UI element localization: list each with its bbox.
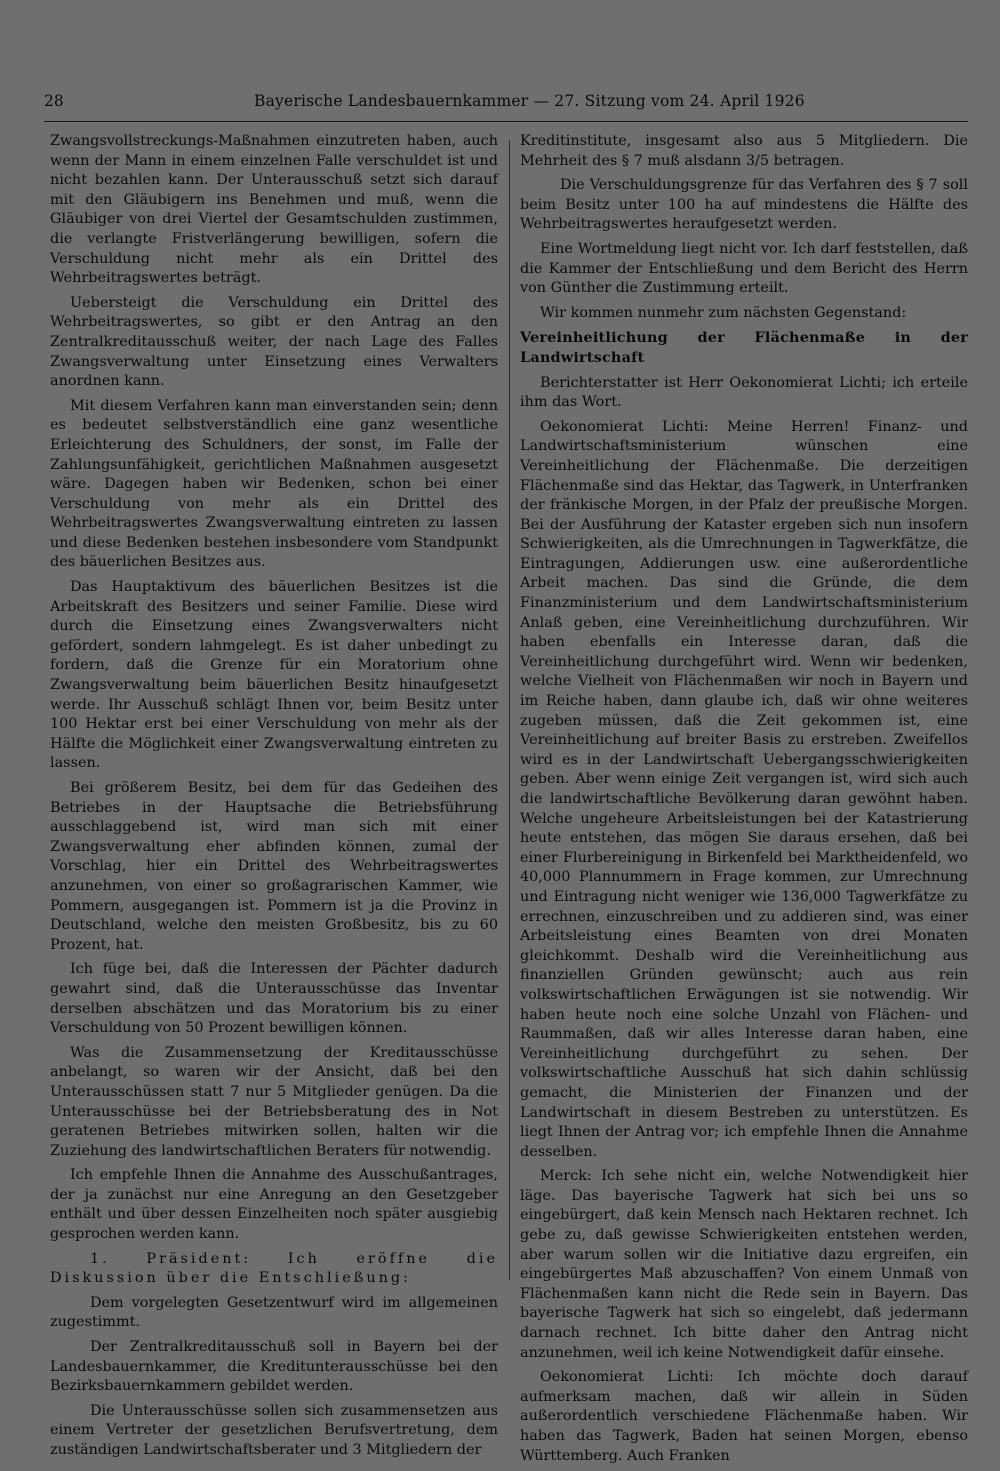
speech-lichti: Oekonomierat Lichti: Meine Herren! Finanz- und Landwirtschaftsministerium wünschen eine Vereinheitlichung der Flächenmaße. Die derzeitigen Flächenmaße sind das Hektar, das Tagwerk, in Unterfranken der fränkische Morgen, in der Pfalz der preußische Morgen. Bei der Ausführung der Kataster ergeben sich nun insofern Schwierigkeiten, als die Umrechnungen in Tagwerkfätze, die Eintragungen, Addierungen usw. eine außerordentliche Arbeit machen. Das sind die Gründe, die dem Finanzministerium und dem Landwirtschaftsministerium Anlaß geben, eine Vereinheitlichung durchzuführen. Wir haben ebenfalls ein Interesse daran, daß die Vereinheitlichung durchgeführt wird. Wenn wir bedenken, welche Vielheit von Flächenmaßen wir noch in Bayern und im Reiche haben, dann glaube ich, daß wir ohne weiteres zugeben müssen, daß die Zeit gekommen ist, eine Vereinheitlichung auf breiter Basis zu erstreben. Zweifellos wird es in der Landwirtschaft Uebergangsschwierigkeiten geben. Aber wenn einige Zeit vergangen ist, wird sich auch die landwirtschaftliche Bevölkerung daran gewöhnt haben. Welche ungeheure Arbeitsleistungen bei der Katastrierung heute entstehen, das mögen Sie daraus ersehen, daß bei einer Flurbereinigung in Birkenfeld bei Marktheidenfeld, wo 40,000 Plannummern in Frage kommen, zur Umrechnung und Eintragung nicht weniger wie 136,000 Tagwerkfätze zu errechnen, einzuschreiben und zu addieren sind, was einer Arbeitsleistung eines Beamten von drei Monaten gleichkommt. Deshalb wird die Vereinheitlichung aus finanziellen Gründen gewünscht; auch aus rein volkswirtschaftlichen Erwägungen ist sie notwendig. Wir haben heute noch eine solche Unzahl von Flächen- und Raummaßen, daß wir alles Interesse daran haben, eine Vereinheitlichung durchgeführt zu sehen. Der volkswirtschaftliche Ausschuß hat sich dahin schlüssig gemacht, die Ministerien der Finanzen und der Landwirtschaft in diesem Bestreben zu unterstützen. Es liegt Ihnen der Antrag vor; ich empfehle Ihnen die Annahme desselben.: [520, 418, 968, 1160]
resolution-paragraph: Die Unterausschüsse sollen sich zusammensetzen aus einem Vertreter der gesetzlichen Berufsvertretung, dem zuständigen Landwirtschaftsberater und 3 Mitgliedern der: [50, 1402, 498, 1458]
speech-merck: Merck: Ich sehe nicht ein, welche Notwendigkeit hier läge. Das bayerische Tagwerk hat sich bei uns so eingebürgert, daß kein Mensch nach Hektaren rechnet. Ich gebe zu, daß gewisse Schwierigkeiten entstehen werden, aber warum sollen wir die Initiative dazu ergreifen, ein eingebürgertes Maß abzuschaffen? Von einem Unmaß von Flächenmaßen kann nicht die Rede sein in Bayern. Das bayerische Tagwerk hat sich so eingelebt, daß jedermann darnach rechnet. Ich bitte daher den Antrag nicht anzunehmen, weil ich keine Notwendigkeit dafür einsehe.: [520, 1168, 968, 1361]
resolution-paragraph: Dem vorgelegten Gesetzentwurf wird im allgemeinen zugestimmt.: [50, 1294, 498, 1331]
paragraph: Ich füge bei, daß die Interessen der Pächter dadurch gewahrt sind, daß die Unterausschüsse das Inventar derselben abschätzen und das Moratorium bis zu einer Verschuldung von 50 Prozent bewilligen können.: [50, 961, 498, 1037]
paragraph: Das Hauptaktivum des bäuerlichen Besitzes ist die Arbeitskraft des Besitzers und seiner Familie. Diese wird durch die Einsetzung eines Zwangsverwalters nicht gefördert, sondern lahmgelegt. Es ist daher unbedingt zu fordern, daß die Grenze für ein Moratorium ohne Zwangsverwaltung beim bäuerlichen Besitz hinaufgesetzt werde. Ihr Ausschuß schlägt Ihnen vor, beim Besitz unter 100 Hektar erst bei einer Verschuldung von mehr als der Hälfte die Möglichkeit einer Zwangsverwaltung eintreten zu lassen.: [50, 579, 498, 772]
running-head: Bayerische Landesbauernkammer — 27. Sitzung vom 24. April 1926: [254, 92, 805, 110]
right-column: [520, 132, 968, 1471]
paragraph: Wir kommen nunmehr zum nächsten Gegenstand:: [540, 304, 907, 321]
speech-lichti: Oekonomierat Lichti: Ich möchte doch darauf aufmerksam machen, daß wir allein in Süden außerordentlich verschiedene Flächenmaße haben. Wir haben das Tagwerk, Baden hat seinen Morgen, ebenso Württemberg. Auch Franken: [520, 1369, 968, 1464]
resolution-paragraph: Die Verschuldungsgrenze für das Verfahren des § 7 soll beim Besitz unter 100 ha auf mindestens die Hälfte des Wehrbeitragswertes heraufgesetzt werden.: [520, 177, 968, 233]
paragraph: Uebersteigt die Verschuldung ein Drittel des Wehrbeitragswertes, so gibt er den Antrag an den Zentralkreditausschuß weiter, der nach Lage des Falles Zwangsverwaltung unter Einsetzung eines Verwalters anordnen kann.: [50, 294, 498, 390]
paragraph: Ich empfehle Ihnen die Annahme des Ausschußantrages, der ja zunächst nur eine Anregung an den Gesetzgeber enthält und über dessen Einzelheiten noch später ausgiebig gesprochen werden kann.: [50, 1167, 498, 1243]
paragraph: Bei größerem Besitz, bei dem für das Gedeihen des Betriebes in der Hauptsache die Betriebsführung ausschlaggebend ist, wird man sich mit einer Zwangsverwaltung eher abfinden können, zumal der Vorschlag, hier ein Drittel des Wehrbeitragswertes anzunehmen, von einer so großagrarischen Kammer, wie Pommern, ausgegangen ist. Pommern ist ja die Provinz in Deutschland, welche den meisten Großbesitz, bis zu 60 Prozent, hat.: [50, 780, 498, 953]
paragraph: Zwangsvollstreckungs-Maßnahmen einzutreten haben, auch wenn der Mann in einem einzelnen Falle verschuldet ist und nicht bezahlen kann. Der Unterausschuß setzt sich darauf mit den Gläubigern ins Benehmen und muß, wenn die Gläubiger von drei Viertel der Gesamtschulden zustimmen, die verlangte Fristverlängerung bewilligen, sofern die Verschuldung nicht mehr als ein Drittel des Wehrbeitragswertes beträgt.: [50, 133, 498, 287]
page-header: [44, 92, 968, 114]
resolution-paragraph: Der Zentralkreditausschuß soll in Bayern bei der Landesbauernkammer, die Kreditunterausschüsse bei den Bezirksbauernkammern gebildet werden.: [50, 1339, 498, 1395]
page-number: 28: [44, 92, 64, 110]
column-divider: [509, 140, 510, 1280]
paragraph: Mit diesem Verfahren kann man einverstanden sein; denn es bedeutet selbstverständlich eine ganz wesentliche Erleichterung des Schuldners, der sonst, im Falle der Zahlungsunfähigkeit, gerichtlichen Maßnahmen ausgesetzt wäre. Dagegen haben wir Bedenken, schon bei einer Verschuldung von mehr als ein Drittel des Wehrbeitragswertes Zwangsverwaltung eintreten zu lassen und diese Bedenken bestehen insbesondere vom Standpunkt des bäuerlichen Besitzes aus.: [50, 397, 498, 571]
resolution-paragraph: Kreditinstitute, insgesamt also aus 5 Mitgliedern. Die Mehrheit des § 7 muß alsdann 3/5 betragen.: [520, 133, 968, 169]
left-column: [50, 132, 498, 1466]
president-speech: 1. Präsident: Ich eröffne die Diskussion über die Entschließung:: [50, 1250, 498, 1287]
paragraph: Eine Wortmeldung liegt nicht vor. Ich darf feststellen, daß die Kammer der Entschließung und dem Bericht des Herrn von Günther die Zustimmung erteilt.: [520, 240, 968, 297]
header-rule: [44, 121, 968, 122]
section-heading: Vereinheitlichung der Flächenmaße in der Landwirtschaft: [520, 329, 968, 366]
paragraph: Berichterstatter ist Herr Oekonomierat Lichti; ich erteile ihm das Wort.: [520, 374, 968, 411]
paragraph: Was die Zusammensetzung der Kreditausschüsse anbelangt, so waren wir der Ansicht, daß bei den Unterausschüssen statt 7 nur 5 Mitglieder genügen. Da die Unterausschüsse bei der Betriebsberatung des in Not geratenen Betriebes mitwirken sollen, halten wir die Zuziehung des landwirtschaftlichen Beraters für notwendig.: [50, 1044, 498, 1159]
